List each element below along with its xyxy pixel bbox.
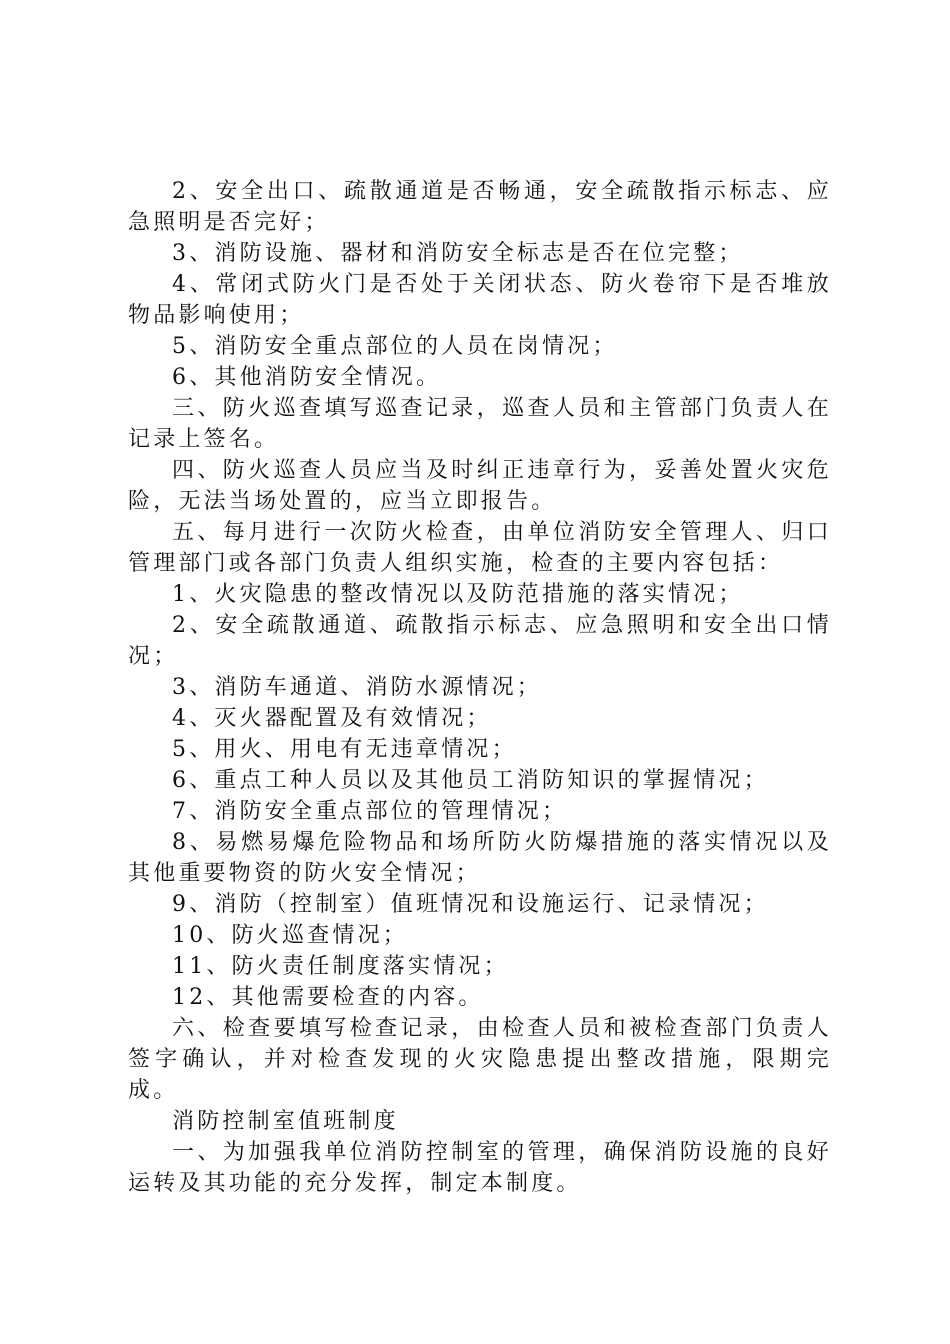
paragraph: 3、消防车通道、消防水源情况； xyxy=(172,675,542,700)
section-heading: 消防控制室值班制度 xyxy=(172,1109,399,1134)
paragraph: 8、易燃易爆危险物品和场所防火防爆措施的落实情况以及其他重要物资的防火安全情况； xyxy=(128,830,832,886)
paragraph: 7、消防安全重点部位的管理情况； xyxy=(172,799,568,824)
document-body xyxy=(128,176,832,1199)
paragraph: 1、火灾隐患的整改情况以及防范措施的落实情况； xyxy=(172,582,744,607)
paragraph: 三、防火巡查填写巡查记录，巡查人员和主管部门负责人在记录上签名。 xyxy=(128,396,832,452)
paragraph: 11、防火责任制度落实情况； xyxy=(172,954,509,979)
paragraph: 五、每月进行一次防火检查，由单位消防安全管理人、归口管理部门或各部门负责人组织实施，检查的主要内容包括： xyxy=(128,520,832,576)
paragraph: 5、消防安全重点部位的人员在岗情况； xyxy=(172,334,618,359)
paragraph: 6、其他消防安全情况。 xyxy=(172,365,442,390)
paragraph: 3、消防设施、器材和消防安全标志是否在位完整； xyxy=(172,241,744,266)
paragraph: 12、其他需要检查的内容。 xyxy=(172,985,484,1010)
paragraph: 10、防火巡查情况； xyxy=(172,923,408,948)
paragraph: 2、安全出口、疏散通道是否畅通，安全疏散指示标志、应急照明是否完好； xyxy=(128,179,832,235)
paragraph: 4、常闭式防火门是否处于关闭状态、防火卷帘下是否堆放物品影响使用； xyxy=(128,272,832,328)
paragraph: 6、重点工种人员以及其他员工消防知识的掌握情况； xyxy=(172,768,769,793)
paragraph: 5、用火、用电有无违章情况； xyxy=(172,737,517,762)
paragraph: 9、消防（控制室）值班情况和设施运行、记录情况； xyxy=(172,892,769,917)
paragraph: 4、灭火器配置及有效情况； xyxy=(172,706,492,731)
paragraph: 四、防火巡查人员应当及时纠正违章行为，妥善处置火灾危险，无法当场处置的，应当立即报告。 xyxy=(128,458,832,514)
paragraph: 2、安全疏散通道、疏散指示标志、应急照明和安全出口情况； xyxy=(128,613,832,669)
paragraph: 六、检查要填写检查记录，由检查人员和被检查部门负责人签字确认，并对检查发现的火灾隐患提出整改措施，限期完成。 xyxy=(128,1016,832,1103)
paragraph: 一、为加强我单位消防控制室的管理，确保消防设施的良好运转及其功能的充分发挥，制定本制度。 xyxy=(128,1140,832,1196)
